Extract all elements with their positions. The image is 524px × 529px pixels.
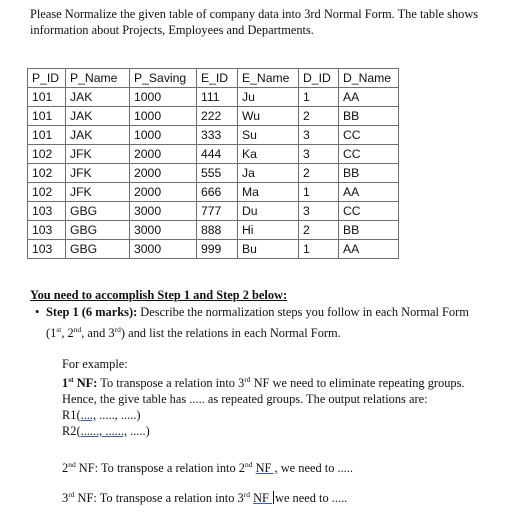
table-cell: 1 bbox=[299, 183, 339, 202]
table-cell: 1000 bbox=[130, 88, 197, 107]
column-header: P_Name bbox=[66, 69, 130, 88]
text-run: ) and list the relations in each Normal Form. bbox=[120, 326, 341, 341]
text-run: we need to ..... bbox=[277, 461, 353, 476]
text-run: NF we need to eliminate repeating groups. bbox=[250, 376, 465, 391]
table-cell: GBG bbox=[66, 240, 130, 259]
section-heading: You need to accomplish Step 1 and Step 2 below: bbox=[30, 288, 288, 302]
text-run: , 2 bbox=[61, 326, 74, 341]
table-cell: 2 bbox=[299, 221, 339, 240]
column-header: P_Saving bbox=[130, 69, 197, 88]
table-cell: 1 bbox=[299, 240, 339, 259]
superscript: nd bbox=[73, 325, 82, 334]
table-cell: 1000 bbox=[130, 107, 197, 126]
table-cell: JFK bbox=[66, 145, 130, 164]
table-cell: JAK bbox=[66, 88, 130, 107]
example-block bbox=[62, 356, 502, 439]
text-run: we need to ..... bbox=[275, 491, 348, 506]
nf3-line bbox=[62, 490, 347, 506]
table-cell: 1 bbox=[299, 88, 339, 107]
table-cell: BB bbox=[339, 221, 399, 240]
column-header: D_ID bbox=[299, 69, 339, 88]
table-cell: 102 bbox=[28, 183, 66, 202]
step1-line-1 bbox=[46, 304, 506, 321]
placeholder-dots: ...., bbox=[80, 408, 97, 423]
table-cell: 666 bbox=[197, 183, 238, 202]
table-cell: 101 bbox=[28, 107, 66, 126]
table-cell: Ja bbox=[238, 164, 299, 183]
table-cell: 101 bbox=[28, 126, 66, 145]
table-cell: Ju bbox=[238, 88, 299, 107]
table-cell: 1000 bbox=[130, 126, 197, 145]
table-cell: 103 bbox=[28, 202, 66, 221]
step1-block bbox=[35, 304, 506, 342]
table-cell: 2 bbox=[299, 107, 339, 126]
table-cell: 888 bbox=[197, 221, 238, 240]
table-cell: CC bbox=[339, 145, 399, 164]
table-cell: 3000 bbox=[130, 202, 197, 221]
table-cell: 111 bbox=[197, 88, 238, 107]
table-cell: 2000 bbox=[130, 183, 197, 202]
placeholder-dots: ......, ......, bbox=[80, 424, 128, 439]
superscript: nd bbox=[244, 460, 253, 469]
table-cell: AA bbox=[339, 183, 399, 202]
table-cell: AA bbox=[339, 240, 399, 259]
table-cell: GBG bbox=[66, 221, 130, 240]
superscript: rd bbox=[243, 490, 250, 499]
table-cell: Su bbox=[238, 126, 299, 145]
table-cell: AA bbox=[339, 88, 399, 107]
superscript: st bbox=[68, 375, 74, 384]
table-cell: 102 bbox=[28, 145, 66, 164]
column-header: D_Name bbox=[339, 69, 399, 88]
column-header: E_Name bbox=[238, 69, 299, 88]
text-run: 2 bbox=[62, 461, 69, 476]
table-cell: Wu bbox=[238, 107, 299, 126]
table-row bbox=[28, 221, 399, 240]
nf2-line bbox=[62, 460, 353, 476]
table-cell: 103 bbox=[28, 240, 66, 259]
table-row bbox=[28, 164, 399, 183]
table-cell: 3000 bbox=[130, 240, 197, 259]
table-cell: Bu bbox=[238, 240, 299, 259]
company-data-table bbox=[27, 68, 399, 259]
table-row bbox=[28, 240, 399, 259]
table-row bbox=[28, 88, 399, 107]
table-cell: 2000 bbox=[130, 164, 197, 183]
table-cell: 3 bbox=[299, 145, 339, 164]
text-cursor bbox=[273, 491, 274, 504]
table-cell: JAK bbox=[66, 107, 130, 126]
table-row bbox=[28, 145, 399, 164]
intro-line-1: Please Normalize the given table of company data into 3rd Normal Form. The table shows bbox=[30, 7, 479, 21]
example-nf1-line bbox=[62, 372, 502, 391]
relation-r1 bbox=[62, 407, 502, 423]
text-run: ....., .....) bbox=[96, 408, 141, 423]
step1-line-2 bbox=[46, 321, 506, 342]
bullet-point: • bbox=[35, 305, 40, 319]
table-cell: 444 bbox=[197, 145, 238, 164]
text-run: (1 bbox=[46, 326, 57, 341]
table-row bbox=[28, 202, 399, 221]
column-header: P_ID bbox=[28, 69, 66, 88]
text-run: NF: To transpose a relation into 2 bbox=[75, 461, 245, 476]
text-run: To transpose a relation into 3 bbox=[97, 376, 245, 391]
table-cell: Ma bbox=[238, 183, 299, 202]
example-line-2: Hence, the give table has ..... as repeated groups. The output relations are: bbox=[62, 392, 428, 407]
table-row bbox=[28, 126, 399, 145]
text-run: .....) bbox=[127, 424, 150, 439]
table-cell: 555 bbox=[197, 164, 238, 183]
step1-label: Step 1 (6 marks): bbox=[46, 305, 138, 319]
text-run: , and 3 bbox=[81, 326, 115, 341]
text-run: 3 bbox=[62, 491, 69, 506]
table-cell: GBG bbox=[66, 202, 130, 221]
table-cell: Du bbox=[238, 202, 299, 221]
table-cell: 101 bbox=[28, 88, 66, 107]
text-run: 1 bbox=[62, 376, 69, 391]
table-cell: Hi bbox=[238, 221, 299, 240]
table-cell: 999 bbox=[197, 240, 238, 259]
table-cell: 3000 bbox=[130, 221, 197, 240]
table-cell: Ka bbox=[238, 145, 299, 164]
example-heading: For example: bbox=[62, 357, 128, 371]
intro-text bbox=[30, 6, 510, 38]
text-run: R2( bbox=[62, 424, 81, 439]
table-cell: BB bbox=[339, 164, 399, 183]
step1-text: Describe the normalization steps you follow in each Normal Form bbox=[137, 305, 469, 319]
superscript: rd bbox=[68, 490, 75, 499]
superscript: rd bbox=[114, 325, 121, 334]
table-cell: 103 bbox=[28, 221, 66, 240]
table-cell: CC bbox=[339, 202, 399, 221]
table-cell: 102 bbox=[28, 164, 66, 183]
relation-r2 bbox=[62, 423, 502, 439]
table-cell: JFK bbox=[66, 164, 130, 183]
nf2-underlined-text: NF , bbox=[255, 461, 278, 476]
table-cell: BB bbox=[339, 107, 399, 126]
table-row bbox=[28, 183, 399, 202]
nf3-underlined-text: NF bbox=[253, 491, 273, 506]
table-cell: 3 bbox=[299, 126, 339, 145]
table-cell: 333 bbox=[197, 126, 238, 145]
table-cell: 2 bbox=[299, 164, 339, 183]
table-cell: 3 bbox=[299, 202, 339, 221]
table-body bbox=[28, 88, 399, 259]
intro-line-2: information about Projects, Employees and Departments. bbox=[30, 23, 314, 37]
table-cell: JAK bbox=[66, 126, 130, 145]
column-header: E_ID bbox=[197, 69, 238, 88]
table-cell: JFK bbox=[66, 183, 130, 202]
text-run: R1( bbox=[62, 408, 81, 423]
table-cell: 2000 bbox=[130, 145, 197, 164]
superscript: nd bbox=[68, 460, 76, 469]
superscript: rd bbox=[244, 375, 251, 384]
table-cell: 222 bbox=[197, 107, 238, 126]
superscript: st bbox=[56, 325, 62, 334]
table-header-row bbox=[28, 69, 399, 88]
text-run: NF: To transpose a relation into 3 bbox=[74, 491, 244, 506]
table-cell: 777 bbox=[197, 202, 238, 221]
text-run: NF: bbox=[73, 376, 98, 391]
table-row bbox=[28, 107, 399, 126]
table-cell: CC bbox=[339, 126, 399, 145]
